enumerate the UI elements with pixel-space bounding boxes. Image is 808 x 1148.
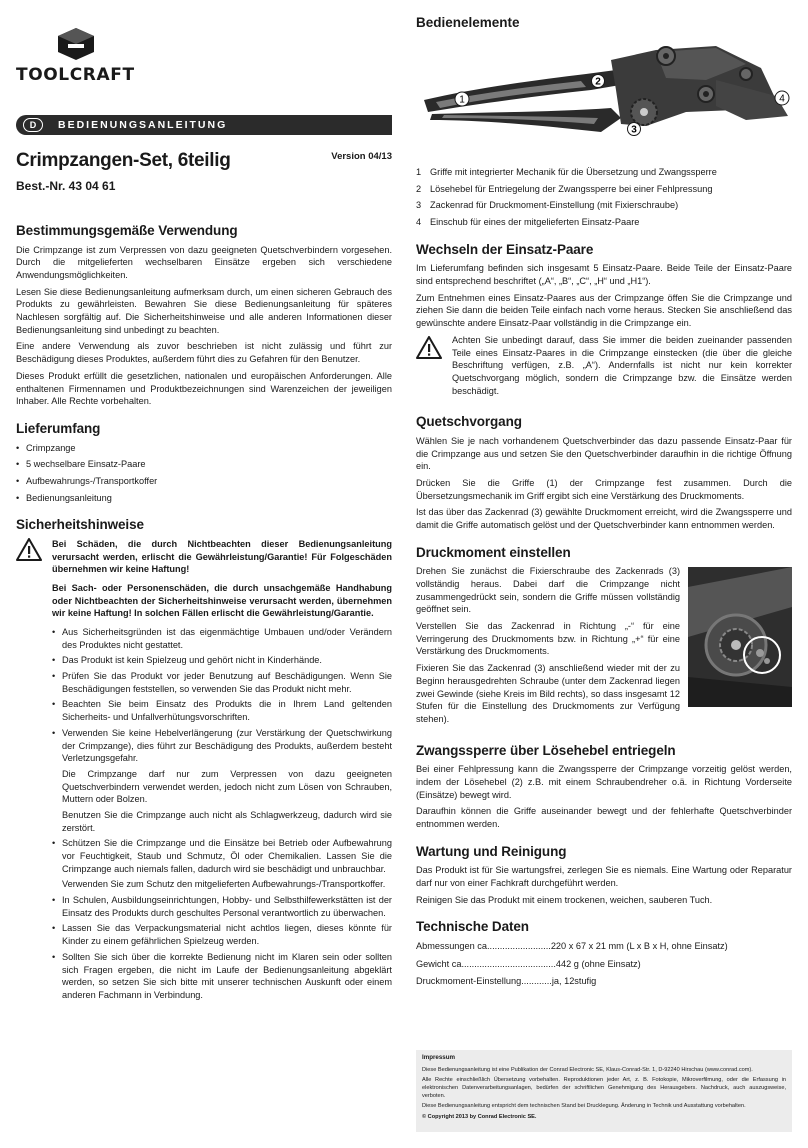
list-item: 4 Einschub für eines der mitgelieferten Einsatz-Paare xyxy=(416,217,640,228)
controls-heading: Bedienelemente xyxy=(416,15,520,30)
language-badge: D xyxy=(23,118,43,132)
torque-paragraph: Verstellen Sie das Zackenrad in Richtung „-“ für eine Verringerung des Druckmoments bzw. in Richtung „+“ für eine Verstärkung des Druckmoments. xyxy=(416,621,680,657)
list-item: • Beachten Sie beim Einsatz des Produkts die in Ihrem Land geltenden Sicherheits- und Unfallverhütungsvorschriften. xyxy=(52,698,392,723)
manual-label: BEDIENUNGSANLEITUNG xyxy=(58,119,228,131)
list-item: • In Schulen, Ausbildungseinrichtungen, Hobby- und Selbsthilfewerkstätten ist der Einsatz des Produkts durch geschultes Personal verantwortlich zu überwachen. xyxy=(52,894,392,919)
insert-note xyxy=(416,334,792,401)
tech-row: Gewicht ca. .................................... 442 g (ohne Einsatz) xyxy=(416,958,641,969)
list-item: 1 Griffe mit integrierter Mechanik für die Übersetzung und Zwangssperre xyxy=(416,167,717,177)
intended-use-paragraph: Dieses Produkt erfüllt die gesetzlichen, nationalen und europäischen Anforderungen. Alle enthaltenen Firmennamen und Produktbezeichnungen sind Warenzeichen der jeweiligen Inhaber. Alle Rechte vorbehalten. xyxy=(16,370,392,407)
impressum-heading: Impressum xyxy=(422,1054,456,1061)
torque-paragraph: Fixieren Sie das Zackenrad (3) anschließend wieder mit der zu Beginn herausgedrehten Schraube (unter dem Zackenrad liegen zwei Gewinde (siehe Kreis im Bild rechts), so dass insgesamt 12 Stufen für die Einstellung des Druckmoments zur Verfügung stehen). xyxy=(416,663,680,724)
list-item: • 5 wechselbare Einsatz-Paare xyxy=(16,458,392,471)
crimping-paragraph: Ist das über das Zackenrad (3) gewählte Druckmoment erreicht, wird die Zwangssperre und damit die Griffe automatisch gelöst und der Quetschverbinder kann entnommen werden. xyxy=(416,507,792,530)
list-subparagraph: Verwenden Sie zum Schutz den mitgelieferten Aufbewahrungs-/Transportkoffer. xyxy=(62,879,386,890)
list-item: • Crimpzange xyxy=(16,442,392,455)
list-subparagraph: Benutzen Sie die Crimpzange auch nicht als Schlagwerkzeug, dadurch wird sie zerstört. xyxy=(62,809,392,833)
safety-heading: Sicherheitshinweise xyxy=(16,517,144,533)
maintenance-paragraph: Reinigen Sie das Produkt mit einem trockenen, weichen, sauberen Tuch. xyxy=(416,894,713,905)
list-subparagraph: Die Crimpzange darf nur zum Verpressen von dazu geeigneten Quetschverbindern verwendet werden, jedoch nicht zum Lösen von Schrauben, Muttern oder Bolzen. xyxy=(62,768,392,805)
release-heading: Zwangssperre über Lösehebel entriegeln xyxy=(416,742,676,758)
list-item: • Aus Sicherheitsgründen ist das eigenmächtige Umbauen und/oder Verändern des Produktes nicht gestattet. xyxy=(52,626,392,651)
right-body xyxy=(416,166,792,993)
crimping-tool-image xyxy=(416,40,792,150)
callout-4: 4 xyxy=(779,93,785,105)
list-item: • Verwenden Sie keine Hebelverlängerung (zur Verstärkung der Quetschwirkung der Crimpzange), dies führt zur Beschädigung des Produkts, außerdem besteht Verletzungsgefahr. xyxy=(52,727,392,765)
intended-use-paragraph: Die Crimpzange ist zum Verpressen von dazu geeigneten Quetschverbindern vorgesehen. Durch die mitgelieferten wechselbaren Einsätze ergeben sich verschiedene Anwendungsmöglichkeiten. xyxy=(16,244,392,280)
warning-text: Bei Sach- oder Personenschäden, die durch unsachgemäße Handhabung oder Nichtbeachten der Sicherheitshinweise verursacht werden, übernehmen wir keine Haftung! In solchen Fällen erlischt die Gewährleistung/Garantie. xyxy=(52,582,392,619)
tech-row: Abmessungen ca. ........................ 220 x 67 x 21 mm (L x B x H, ohne Einsatz) xyxy=(416,940,728,951)
list-item: • Prüfen Sie das Produkt vor jeder Benutzung auf Beschädigungen. Wenn Sie Beschädigungen feststellen, so verwenden Sie das Produkt nicht mehr. xyxy=(52,670,392,695)
warning-icon xyxy=(416,334,444,401)
parts-list xyxy=(416,166,792,229)
list-item: • Sollten Sie sich über die korrekte Bedienung nicht im Klaren sein oder sollten sich Fragen ergeben, die nicht im Laufe der Bedienungsanleitung abgeklärt werden, so setzen Sie sich bitte mit unserer technischen Auskunft oder einem anderen Fachmann in Verbindung. xyxy=(52,951,392,1002)
impressum-paragraph: Alle Rechte einschließlich Übersetzung vorbehalten. Reproduktionen jeder Art, z. B. Fotokopie, Mikroverfilmung, oder die Erfassung in elektronischen Datenverarbeitungsanlagen, bedürfen der schriftlichen Genehmigung des Herausgebers. Nachdruck, auch auszugsweise, verboten. xyxy=(422,1077,786,1100)
crimping-paragraph: Wählen Sie je nach vorhandenem Quetschverbinder das dazu passende Einsatz-Paar für die Crimpzange aus und setzen Sie den Quetschverbinder daraufhin in die richtige Öffnung ein. xyxy=(416,435,792,472)
torque-paragraph: Drehen Sie zunächst die Fixierschraube des Zackenrads (3) vollständig heraus. Dabei darf die Crimpzange nicht zusammengedrückt sein, sondern die Griffe müssen vollständig geöffnet sein. xyxy=(416,566,680,615)
torque-wheel-photo xyxy=(688,567,792,707)
crimping-heading: Quetschvorgang xyxy=(416,414,522,430)
left-body xyxy=(16,222,392,1008)
maintenance-heading: Wartung und Reinigung xyxy=(416,843,567,859)
intended-use-heading: Bestimmungsgemäße Verwendung xyxy=(16,223,238,238)
list-item: • Schützen Sie die Crimpzange und die Einsätze bei Betrieb oder Aufbewahrung vor Feuchtigkeit, Staub und Schmutz, Öl oder Chemikalien. Lassen Sie die Crimpzange auch niemals fallen, dadurch wird sie beschädigt und unbrauchbar. xyxy=(52,837,392,875)
copyright: © Copyright 2013 by Conrad Electronic SE. xyxy=(422,1113,537,1120)
manual-header-bar xyxy=(16,115,392,135)
intended-use-paragraph: Eine andere Verwendung als zuvor beschrieben ist nicht zulässig und führt zur Beschädigung dieses Produktes, außerdem führt dies zu Gefahren für den Benutzer. xyxy=(16,341,392,365)
intended-use-paragraph: Lesen Sie diese Bedienungsanleitung aufmerksam durch, um einen sicheren Gebrauch des Produkts zu gewährleisten. Bewahren Sie diese Bedienungsanleitung für späteres Nachlesen sorgfältig auf. Die Sicherheitshinweise und alle anderen Informationen dieser Bedienungsanleitung sind unbedingt zu beachten. xyxy=(16,286,392,335)
change-inserts-paragraph: Zum Entnehmen eines Einsatz-Paares aus der Crimpzange öffen Sie die Crimpzange und ziehen Sie dann die beiden Teile einfach nach vorne heraus. Stecken Sie anschließend das gewünschte andere Einsatz-Paar vollständig in die Crimpzange ein. xyxy=(416,292,792,329)
tech-row: Druckmoment-Einstellung ............ ja, 12stufig xyxy=(416,976,597,987)
safety-list xyxy=(52,626,392,765)
list-item: • Bedienungsanleitung xyxy=(16,492,392,505)
callout-3: 3 xyxy=(631,124,637,136)
torque-section xyxy=(416,565,792,729)
impressum-paragraph: Diese Bedienungsanleitung ist eine Publikation der Conrad Electronic SE, Klaus-Conrad-Str. 1, D-92240 Hirschau (www.conrad.com). xyxy=(422,1066,753,1073)
insert-note-text: Achten Sie unbedingt darauf, dass Sie immer die beiden zueinander passenden Teile eines Einsatz-Paares in die Crimpzange einstecken (die über die gleiche Beschriftung verfügen, z.B. „A“). Andernfalls ist nicht nur kein korrekter Quetschvorgang möglich, sondern die Crimpzange bzw. die Einsätze werden beschädigt. xyxy=(452,334,792,396)
list-item: 2 Lösehebel für Entriegelung der Zwangssperre bei einer Fehlpressung xyxy=(416,183,713,194)
torque-heading: Druckmoment einstellen xyxy=(416,544,571,560)
list-item: • Das Produkt ist kein Spielzeug und gehört nicht in Kinderhände. xyxy=(52,654,392,667)
scope-list xyxy=(16,442,392,505)
impressum-box xyxy=(416,1050,792,1132)
list-item: • Lassen Sie das Verpackungsmaterial nicht achtlos liegen, dieses könnte für Kinder zu einem gefährlichen Spielzeug werden. xyxy=(52,922,392,947)
safety-warning-block xyxy=(16,538,392,1005)
list-item: 3 Zackenrad für Druckmoment-Einstellung (mit Fixierschraube) xyxy=(416,200,679,211)
order-number: Best.-Nr. 43 04 61 xyxy=(16,179,116,193)
change-inserts-paragraph: Im Lieferumfang befinden sich insgesamt 5 Einsatz-Paare. Beide Teile der Einsatz-Paare sind entsprechend beschriftet („A“, „B“, „C“, „H“ und „H1“). xyxy=(416,263,792,287)
list-item: • Aufbewahrungs-/Transportkoffer xyxy=(16,475,392,488)
warning-icon xyxy=(16,538,44,1005)
tech-heading: Technische Daten xyxy=(416,919,529,935)
impressum-paragraph: Diese Bedienungsanleitung entspricht dem technischen Stand bei Drucklegung. Änderung in Technik und Ausstattung vorbehalten. xyxy=(422,1103,746,1110)
page-title: Crimpzangen-Set, 6teilig xyxy=(16,150,231,171)
release-paragraph: Bei einer Fehlpressung kann die Zwangssperre der Crimpzange vorzeitig gelöst werden, indem der Lösehebel (2) z.B. mit einem Schraubendreher o.ä. in Richtung Vorderseite (Einsätze) bewegt wird. xyxy=(416,764,792,800)
crimping-paragraph: Drücken Sie die Griffe (1) der Crimpzange fest zusammen. Durch die Übersetzungsmechanik im Griff ergibt sich eine Verstärkung des Druckmoments. xyxy=(416,477,792,501)
release-paragraph: Daraufhin können die Griffe auseinander bewegt und der fehlerhafte Quetschverbinder entnommen werden. xyxy=(416,806,792,829)
maintenance-paragraph: Das Produkt ist für Sie wartungsfrei, zerlegen Sie es niemals. Eine Wartung oder Reparatur darf nur von einer Fachkraft durchgeführt werden. xyxy=(416,865,792,888)
callout-1: 1 xyxy=(459,94,465,106)
callout-2: 2 xyxy=(595,76,601,88)
version-label: Version 04/13 xyxy=(331,151,392,162)
brand-name: TOOLCRAFT xyxy=(16,65,135,85)
scope-heading: Lieferumfang xyxy=(16,420,101,436)
change-inserts-heading: Wechseln der Einsatz-Paare xyxy=(416,241,594,257)
warning-text: Bei Schäden, die durch Nichtbeachten dieser Bedienungsanleitung verursacht werden, erlischt die Gewährleistung/Garantie! Für Folgeschäden übernehmen wir keine Haftung! xyxy=(52,538,392,575)
